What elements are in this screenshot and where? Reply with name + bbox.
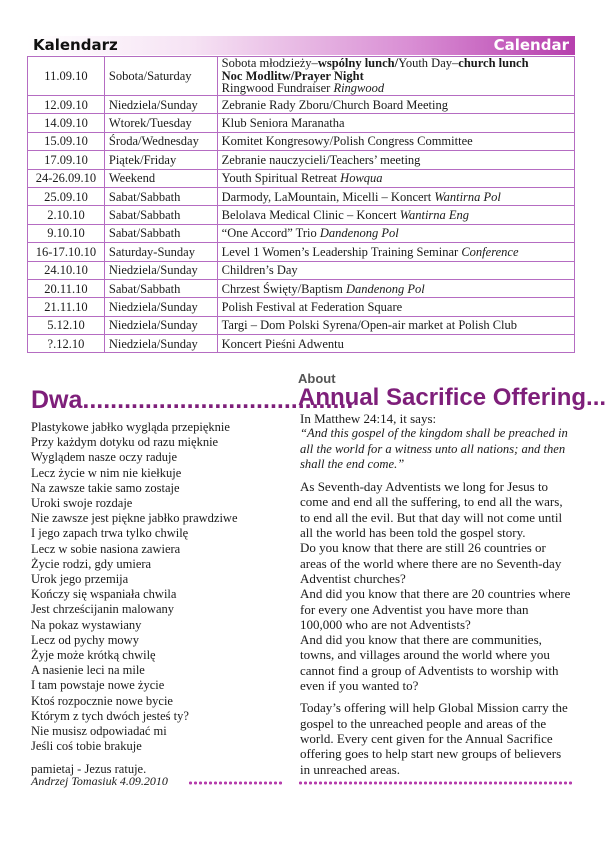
article-paragraph-5: Today’s offering will help Global Mission carry the gospel to the unreached people and areas of the world. Every cent given for the Annual Sacrifice offering goes to help start new groups of believers in unreached areas. (300, 700, 568, 777)
calendar-row (28, 206, 575, 224)
calendar-event-text: Ringwood (333, 81, 385, 96)
calendar-date: 9.10.10 (28, 224, 105, 242)
calendar-event (217, 187, 574, 205)
calendar-row (28, 187, 575, 205)
poem-line: Przy każdym dotyku od razu mięknie (31, 435, 219, 450)
calendar-day: Niedziela/Sunday (104, 335, 217, 353)
calendar-day: Niedziela/Sunday (104, 316, 217, 334)
poem-line: Urok jego przemija (31, 572, 129, 587)
calendar-event (217, 114, 574, 132)
poem-line: Jest chrześcijanin malowany (31, 602, 175, 617)
poem-line: Lecz życie w nim nie kiełkuje (31, 465, 182, 480)
calendar-date: 24.10.10 (28, 261, 105, 279)
article-paragraph-3: And did you know that there are 20 countries where for every one Adventist you have more than 100,000 who are not Adventists? (300, 586, 571, 632)
calendar-date: 5.12.10 (28, 316, 105, 334)
calendar-table (27, 56, 575, 353)
calendar-row (28, 132, 575, 150)
calendar-event-text: Komitet Kongresowy/Polish Congress Committee (221, 134, 473, 149)
calendar-row (28, 169, 575, 187)
calendar-event-text: Zebranie Rady Zboru/Church Board Meeting (221, 97, 448, 112)
calendar-event (217, 57, 574, 96)
article-body (300, 411, 572, 784)
calendar-date: ?.12.10 (28, 335, 105, 353)
calendar-day: Sabat/Sabbath (104, 224, 217, 242)
calendar-row (28, 96, 575, 114)
calendar-event (217, 298, 574, 316)
poem-line: A nasienie leci na mile (31, 663, 145, 678)
calendar-event-text: Sobota młodzieży– (221, 56, 318, 71)
calendar-event-text: Level 1 Women’s Leadership Training Seminar (221, 244, 462, 259)
calendar-date: 24-26.09.10 (28, 169, 105, 187)
poem-line: Jeśli coś tobie brakuje (31, 739, 142, 754)
poem-line: Uroki swoje rozdaje (31, 496, 133, 511)
poem-line: Lecz w sobie nasiona zawiera (31, 541, 181, 556)
calendar-table-body (28, 57, 575, 353)
calendar-date: 2.10.10 (28, 206, 105, 224)
calendar-day: Środa/Wednesday (104, 132, 217, 150)
calendar-event-text: Howqua (340, 171, 383, 186)
calendar-day: Sabat/Sabbath (104, 279, 217, 297)
calendar-event (217, 261, 574, 279)
calendar-event-text: Ringwood Fundraiser (221, 81, 334, 96)
calendar-day: Weekend (104, 169, 217, 187)
calendar-event (217, 132, 574, 150)
dotted-divider-right (298, 781, 573, 785)
calendar-day: Piątek/Friday (104, 151, 217, 169)
poem-line: I jego zapach trwa tylko chwilę (31, 526, 189, 541)
calendar-event-text: Belolava Medical Clinic – Koncert (221, 208, 400, 223)
calendar-date: 16-17.10.10 (28, 243, 105, 261)
calendar-day: Sabat/Sabbath (104, 187, 217, 205)
calendar-event-text: Wantirna Eng (399, 208, 470, 223)
calendar-event-text: Dandenong Pol (345, 281, 425, 296)
calendar-row (28, 298, 575, 316)
calendar-date: 14.09.10 (28, 114, 105, 132)
calendar-event-text: Youth Day– (398, 56, 459, 71)
poem-line: Na zawsze takie samo zostaje (31, 480, 180, 495)
poem-closing-line: pamietaj - Jezus ratuje. (31, 762, 147, 777)
calendar-event-text: Children’s Day (221, 263, 298, 278)
calendar-row (28, 243, 575, 261)
calendar-day: Sobota/Saturday (104, 57, 217, 96)
calendar-event-text: church lunch (458, 56, 529, 71)
calendar-day: Saturday-Sunday (104, 243, 217, 261)
calendar-event (217, 151, 574, 169)
calendar-event-text: Klub Seniora Maranatha (221, 116, 345, 131)
calendar-event-text: Targi – Dom Polski Syrena/Open-air market at Polish Club (221, 318, 518, 333)
calendar-event-text: Dandenong Pol (319, 226, 399, 241)
poem-line: Nie musisz odpowiadać mi (31, 724, 167, 739)
poem-title: Dwa....................................... (31, 386, 354, 414)
calendar-date: 25.09.10 (28, 187, 105, 205)
calendar-event-text: Conference (461, 244, 519, 259)
calendar-event-text: Youth Spiritual Retreat (221, 171, 341, 186)
poem-line: Życie rodzi, gdy umiera (31, 556, 152, 571)
calendar-date: 17.09.10 (28, 151, 105, 169)
poem-lines (31, 420, 281, 754)
dotted-divider-left (188, 781, 282, 785)
poem-line: I tam powstaje nowe życie (31, 678, 165, 693)
calendar-header-bar (27, 36, 575, 55)
poem-line: Na pokaz wystawiany (31, 617, 142, 632)
article-paragraph-2: Do you know that there are still 26 countries or areas of the world where there are no Seventh-day Adventist churches? (300, 540, 562, 586)
calendar-event (217, 224, 574, 242)
poem-body (31, 420, 281, 778)
calendar-date: 21.11.10 (28, 298, 105, 316)
calendar-row (28, 335, 575, 353)
poem-line: Plastykowe jabłko wygląda przepięknie (31, 420, 230, 434)
calendar-event (217, 206, 574, 224)
calendar-date: 11.09.10 (28, 57, 105, 96)
calendar-date: 12.09.10 (28, 96, 105, 114)
article-kicker: About (298, 371, 336, 386)
article-title: Annual Sacrifice Offering... (298, 384, 606, 411)
poem-line: Żyje może krótką chwilę (31, 648, 156, 663)
calendar-row (28, 57, 575, 96)
calendar-title-polish: Kalendarz (33, 36, 118, 54)
calendar-event-text: Wantirna Pol (434, 189, 501, 204)
calendar-event-text: Noc Modlitw/Prayer Night (221, 68, 364, 83)
calendar-event (217, 279, 574, 297)
article-paragraph-4: And did you know that there are communities, towns, and villages around the world where you cannot find a group of Adventists to worship with even if you wanted to? (300, 632, 559, 694)
calendar-date: 20.11.10 (28, 279, 105, 297)
calendar-row (28, 114, 575, 132)
calendar-event-text: wspólny lunch/ (317, 56, 399, 71)
poem-line: Którym z tych dwóch jesteś ty? (31, 708, 189, 723)
calendar-day: Niedziela/Sunday (104, 96, 217, 114)
poem-author: Andrzej Tomasiuk 4.09.2010 (31, 774, 168, 788)
calendar-event-text: Koncert Pieśni Adwentu (221, 336, 344, 351)
calendar-event-text: Polish Festival at Federation Square (221, 299, 403, 314)
calendar-event-text: “One Accord” Trio (221, 226, 320, 241)
calendar-event-text: Chrzest Święty/Baptism (221, 281, 346, 296)
calendar-row (28, 279, 575, 297)
calendar-event (217, 316, 574, 334)
poem-line: Kończy się wspaniała chwila (31, 587, 177, 602)
poem-line: Lecz od pychy mowy (31, 632, 139, 647)
poem-line: Nie zawsze jest piękne jabłko prawdziwe (31, 511, 238, 526)
calendar-title-english: Calendar (493, 36, 569, 54)
calendar-row (28, 151, 575, 169)
calendar-row (28, 316, 575, 334)
calendar-event-text: Zebranie nauczycieli/Teachers’ meeting (221, 152, 421, 167)
calendar-event (217, 243, 574, 261)
poem-line: Ktoś rozpocznie nowe bycie (31, 693, 173, 708)
calendar-day: Niedziela/Sunday (104, 298, 217, 316)
calendar-day: Niedziela/Sunday (104, 261, 217, 279)
calendar-event (217, 335, 574, 353)
calendar-row (28, 261, 575, 279)
calendar-row (28, 224, 575, 242)
article-paragraph-1: As Seventh-day Adventists we long for Jesus to come and end all the suffering, to end all the wars, to end all the evil. But that day will not come until all the world has been told the gospel story. (300, 479, 563, 541)
calendar-event (217, 96, 574, 114)
calendar-event (217, 169, 574, 187)
article-quote: “And this gospel of the kingdom shall be preached in all the world for a witness unto all nations; and then shall the end come.” (300, 426, 568, 471)
poem-line: Wyglądem nasze oczy raduje (31, 450, 178, 465)
calendar-date: 15.09.10 (28, 132, 105, 150)
calendar-day: Wtorek/Tuesday (104, 114, 217, 132)
article-intro: In Matthew 24:14, it says: (300, 411, 437, 426)
calendar-event-text: Darmody, LaMountain, Micelli – Koncert (221, 189, 435, 204)
calendar-day: Sabat/Sabbath (104, 206, 217, 224)
